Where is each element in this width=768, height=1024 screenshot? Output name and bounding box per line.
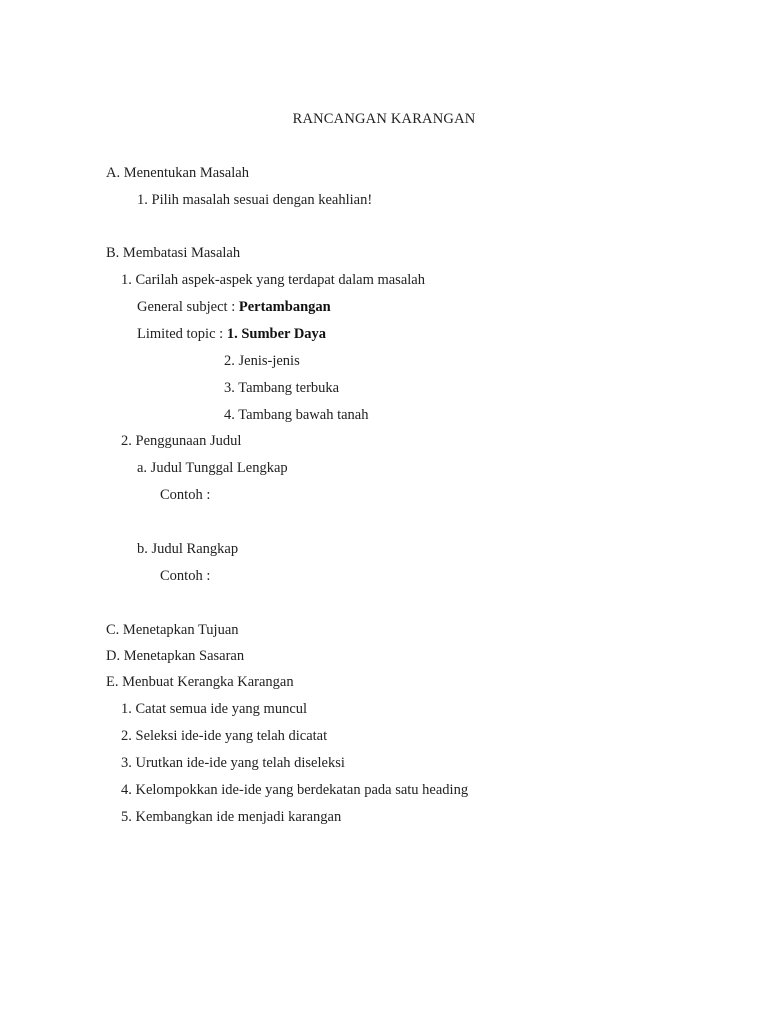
limited-topic-label: Limited topic :: [137, 326, 227, 342]
section-a-heading: A. Menentukan Masalah: [106, 165, 249, 181]
limited-topic-item: 4. Tambang bawah tanah: [224, 407, 369, 423]
sub-item-a: a. Judul Tunggal Lengkap: [137, 460, 288, 476]
limited-topic-item: 3. Tambang terbuka: [224, 380, 340, 396]
sub-item-b: b. Judul Rangkap: [137, 541, 239, 557]
section-b-item-2: 2. Penggunaan Judul: [121, 433, 242, 449]
section-d-heading: D. Menetapkan Sasaran: [106, 648, 245, 664]
section-b-heading: B. Membatasi Masalah: [106, 245, 241, 261]
contoh-b: Contoh :: [160, 568, 211, 584]
general-subject-label: General subject :: [137, 299, 239, 315]
section-c-heading: C. Menetapkan Tujuan: [106, 622, 239, 638]
limited-topic-item: 2. Jenis-jenis: [224, 353, 300, 369]
section-e-heading: E. Menbuat Kerangka Karangan: [106, 674, 294, 690]
contoh-a: Contoh :: [160, 487, 211, 503]
section-e-item: 2. Seleksi ide-ide yang telah dicatat: [121, 728, 328, 744]
section-e-item: 4. Kelompokkan ide-ide yang berdekatan pada satu heading: [121, 782, 469, 798]
page-title: RANCANGAN KARANGAN: [292, 111, 476, 127]
limited-topic-first: 1. Sumber Daya: [226, 326, 327, 342]
section-e-item: 5. Kembangkan ide menjadi karangan: [121, 809, 342, 825]
section-e-item: 1. Catat semua ide yang muncul: [121, 701, 308, 717]
section-b-item-1: 1. Carilah aspek-aspek yang terdapat dalam masalah: [121, 272, 425, 288]
limited-topic-line: [137, 325, 326, 343]
section-e-item: 3. Urutkan ide-ide yang telah diseleksi: [121, 755, 345, 771]
general-subject-value: Pertambangan: [238, 299, 331, 315]
section-a-item-1: 1. Pilih masalah sesuai dengan keahlian!: [137, 192, 373, 208]
general-subject-line: [137, 298, 331, 316]
